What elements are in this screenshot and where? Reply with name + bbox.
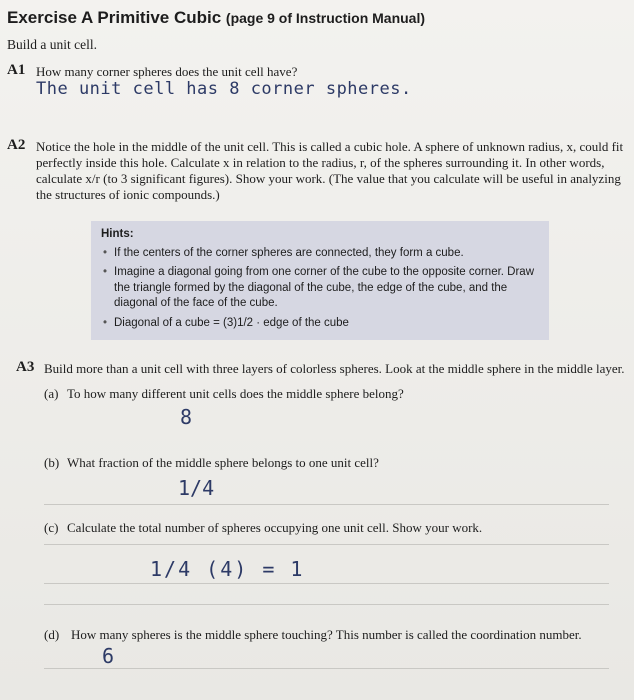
hints-heading: Hints: — [101, 228, 134, 240]
a3-question: Build more than a unit cell with three layers of colorless spheres. Look at the middle sphere in the middle layer. — [44, 361, 625, 376]
a3d-answer: 6 — [102, 644, 115, 668]
hints-list — [101, 246, 539, 332]
a3a-label: (a) — [44, 386, 59, 401]
hints-box — [91, 221, 549, 340]
intro-text: Build a unit cell. — [7, 37, 97, 52]
a1-question: How many corner spheres does the unit cell have? — [36, 64, 298, 79]
a3b-answer: 1/4 — [178, 476, 215, 500]
ruled-line — [44, 668, 609, 669]
a3d-label: (d) — [44, 627, 60, 642]
ruled-line — [44, 604, 609, 605]
a2-question: Notice the hole in the middle of the unit cell. This is called a cubic hole. A sphere of unknown radius, x, could fit perfectly inside this hole. Calculate x in relation to the radius, r, of the spheres surrounding it. In other words, calculate x/r (to 3 significant figures). Show your work. (The value that you calculate will be useful in analyzing the structures of ionic compounds.) — [36, 139, 624, 202]
hint-item: • Imagine a diagonal going from one corner of the cube to the opposite corner. Draw the triangle formed by the diagonal of the cube, the edge of the cube, and the diagonal of the face of the cube. — [101, 265, 539, 312]
a3a-question: To how many different unit cells does the middle sphere belong? — [67, 386, 404, 401]
title-main: Exercise A Primitive Cubic — [7, 8, 222, 27]
a3-label: A3 — [16, 359, 35, 375]
a1-label: A1 — [7, 62, 26, 78]
a1-answer: The unit cell has 8 corner spheres. — [36, 79, 412, 99]
hint-item: • If the centers of the corner spheres are connected, they form a cube. — [101, 246, 539, 262]
a3a-answer: 8 — [180, 405, 193, 429]
ruled-line — [44, 583, 609, 584]
title-sub: (page 9 of Instruction Manual) — [225, 10, 426, 26]
a3c-question: Calculate the total number of spheres occupying one unit cell. Show your work. — [67, 520, 483, 535]
a3c-label: (c) — [44, 520, 59, 535]
a3c-answer: 1/4 (4) = 1 — [150, 557, 305, 581]
ruled-line — [44, 504, 609, 505]
exercise-title — [7, 8, 425, 28]
a3b-label: (b) — [44, 455, 60, 470]
hint-item: • Diagonal of a cube = (3)1/2 · edge of the cube — [101, 316, 539, 332]
a3d-question: How many spheres is the middle sphere touching? This number is called the coordination number. — [71, 627, 582, 642]
a2-label: A2 — [7, 137, 26, 153]
a3b-question: What fraction of the middle sphere belongs to one unit cell? — [67, 455, 379, 470]
ruled-line — [44, 544, 609, 545]
